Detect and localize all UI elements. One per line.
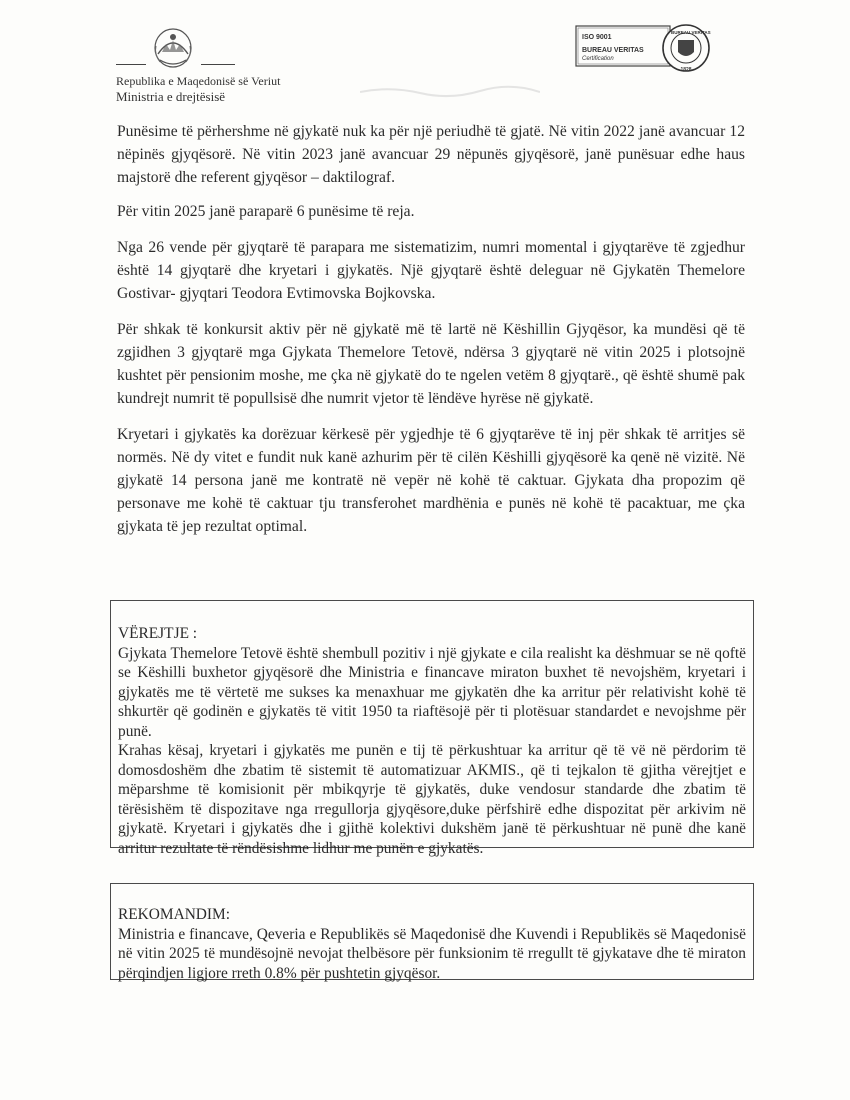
cert-iso: ISO 9001 bbox=[582, 34, 612, 41]
body-text bbox=[117, 120, 745, 551]
body-paragraph: Nga 26 vende për gjyqtarë të parapara me sistematizim, numri momental i gjyqtarëve të zgjedhur është 14 gjyqtarë dhe kryetari i gjykatës. Një gjyqtarë është deleguar në Gjykatën Themelore Gostivar- gjyqtari Teodora Evtimovska Bojkovska. bbox=[117, 239, 745, 302]
header-rule-right bbox=[201, 64, 235, 65]
scan-artifact bbox=[360, 84, 540, 98]
bureau-veritas-seal-icon bbox=[574, 22, 714, 74]
body-paragraph: Kryetari i gjykatës ka dorëzuar kërkesë për ygjedhje të 6 gjyqtarëve të inj për shkak të arritjes së normës. Në dy vitet e fundit nuk kanë azhurim për të cilën Këshilli gjyqësorë ka qenë në vizitë. Në gjykatë 14 persona janë me kontratë në vepër në kohë të caktuar. Gjykata dha propozim që personave me kohë të caktuar tju transferohet mardhënia e punës në kohë të pacaktuar, me çka gjykata të jep rezultat optimal. bbox=[117, 426, 745, 535]
cert-year: 1828 bbox=[680, 67, 692, 73]
header-rule-left bbox=[116, 64, 146, 65]
cert-name: BUREAU VERITAS bbox=[582, 47, 644, 54]
cert-sub: Certification bbox=[582, 56, 614, 62]
recommendation-heading: REKOMANDIM: bbox=[118, 906, 231, 923]
recommendation-paragraph: Ministria e financave, Qeveria e Republikës së Maqedonisë dhe Kuvendi i Republikës së Maqedonisë në vitin 2025 të mundësojnë nevojat thelbësore për funksionim të rregullt të gjykatave dhe të miraton përqindjen ligjore rreth 0.8% për pushtetin gjyqësor. bbox=[118, 925, 746, 982]
cert-ring-text: BUREAU VERITAS bbox=[671, 30, 711, 35]
body-paragraph: Për shkak të konkursit aktiv për në gjykatë më të lartë në Këshillin Gjyqësor, ka mundësi që të zgjidhen 3 gjyqtarë mga Gjykata Themelore Tetovë, ndërsa 3 gjyqtarë në vitin 2025 i plotsojnë kushtet për pensionim moshe, me çka në gjykatë do te ngelen vetëm 8 gjyqtarë., që është shumë pak kundrejt numrit të popullsisë dhe numrit vjetor të lëndëve hyrëse në gjykatë. bbox=[117, 321, 745, 407]
ministry-country: Republika e Maqedonisë së Veriut bbox=[116, 74, 281, 88]
ministry-name: Ministria e drejtësisë bbox=[116, 89, 226, 104]
ministry-header bbox=[116, 74, 280, 104]
body-paragraph: Punësime të përhershme në gjykatë nuk ka për një periudhë të gjatë. Në vitin 2022 janë avancuar 12 nëpinës gjyqësorë. Në vitin 2023 janë avancuar 29 nëpunës gjyqësorë, janë punësuar edhe haus majstorë dhe referent gjyqësor – daktilograf. bbox=[117, 123, 745, 186]
body-paragraph: Për vitin 2025 janë paraparë 6 punësime të reja. bbox=[117, 203, 415, 220]
coat-of-arms-icon bbox=[148, 24, 198, 70]
remarks-paragraph: Krahas kësaj, kryetari i gjykatës me punën e tij të përkushtuar ka arritur që të vë në përdorim të domosdoshëm dhe zbatim të sistemit të automatizuar AKMIS., që ti tejkalon të gjitha vërejtjet e mëparshme të komisionit për mbikqyrje të gjykatës, duke vendosur standarde dhe zbatim të tërësishëm të dispozitave nga rregullorja gjyqësore,duke përfshirë edhe dispozitat për arkivim në gjykatë. Kryetari i gjykatës dhe i gjithë kolektivi dukshëm janë të përkushtuar në punë dhe kanë arritur rezultate të rëndësishme lidhur me punën e gjykatës. bbox=[118, 742, 746, 857]
remarks-paragraph: Gjykata Themelore Tetovë është shembull pozitiv i një gjykate e cila realisht ka dëshmuar se në qoftë se Këshilli buxhetor gjyqësorë dhe Ministria e financave miraton buxhet të nevojshëm, kryetari i gjykatës me të vërtetë me sukses ka menaxhuar me gjykatën dhe ka arritur për relativisht kohë të shkurtër që godinën e gjykatës të vitit 1950 ta riaftësojë për ti plotësuar standardet e nevojshme për punë. bbox=[118, 644, 746, 740]
recommendation-box bbox=[110, 883, 754, 980]
remarks-heading: VËREJTJE : bbox=[118, 625, 198, 642]
remarks-box bbox=[110, 600, 754, 857]
